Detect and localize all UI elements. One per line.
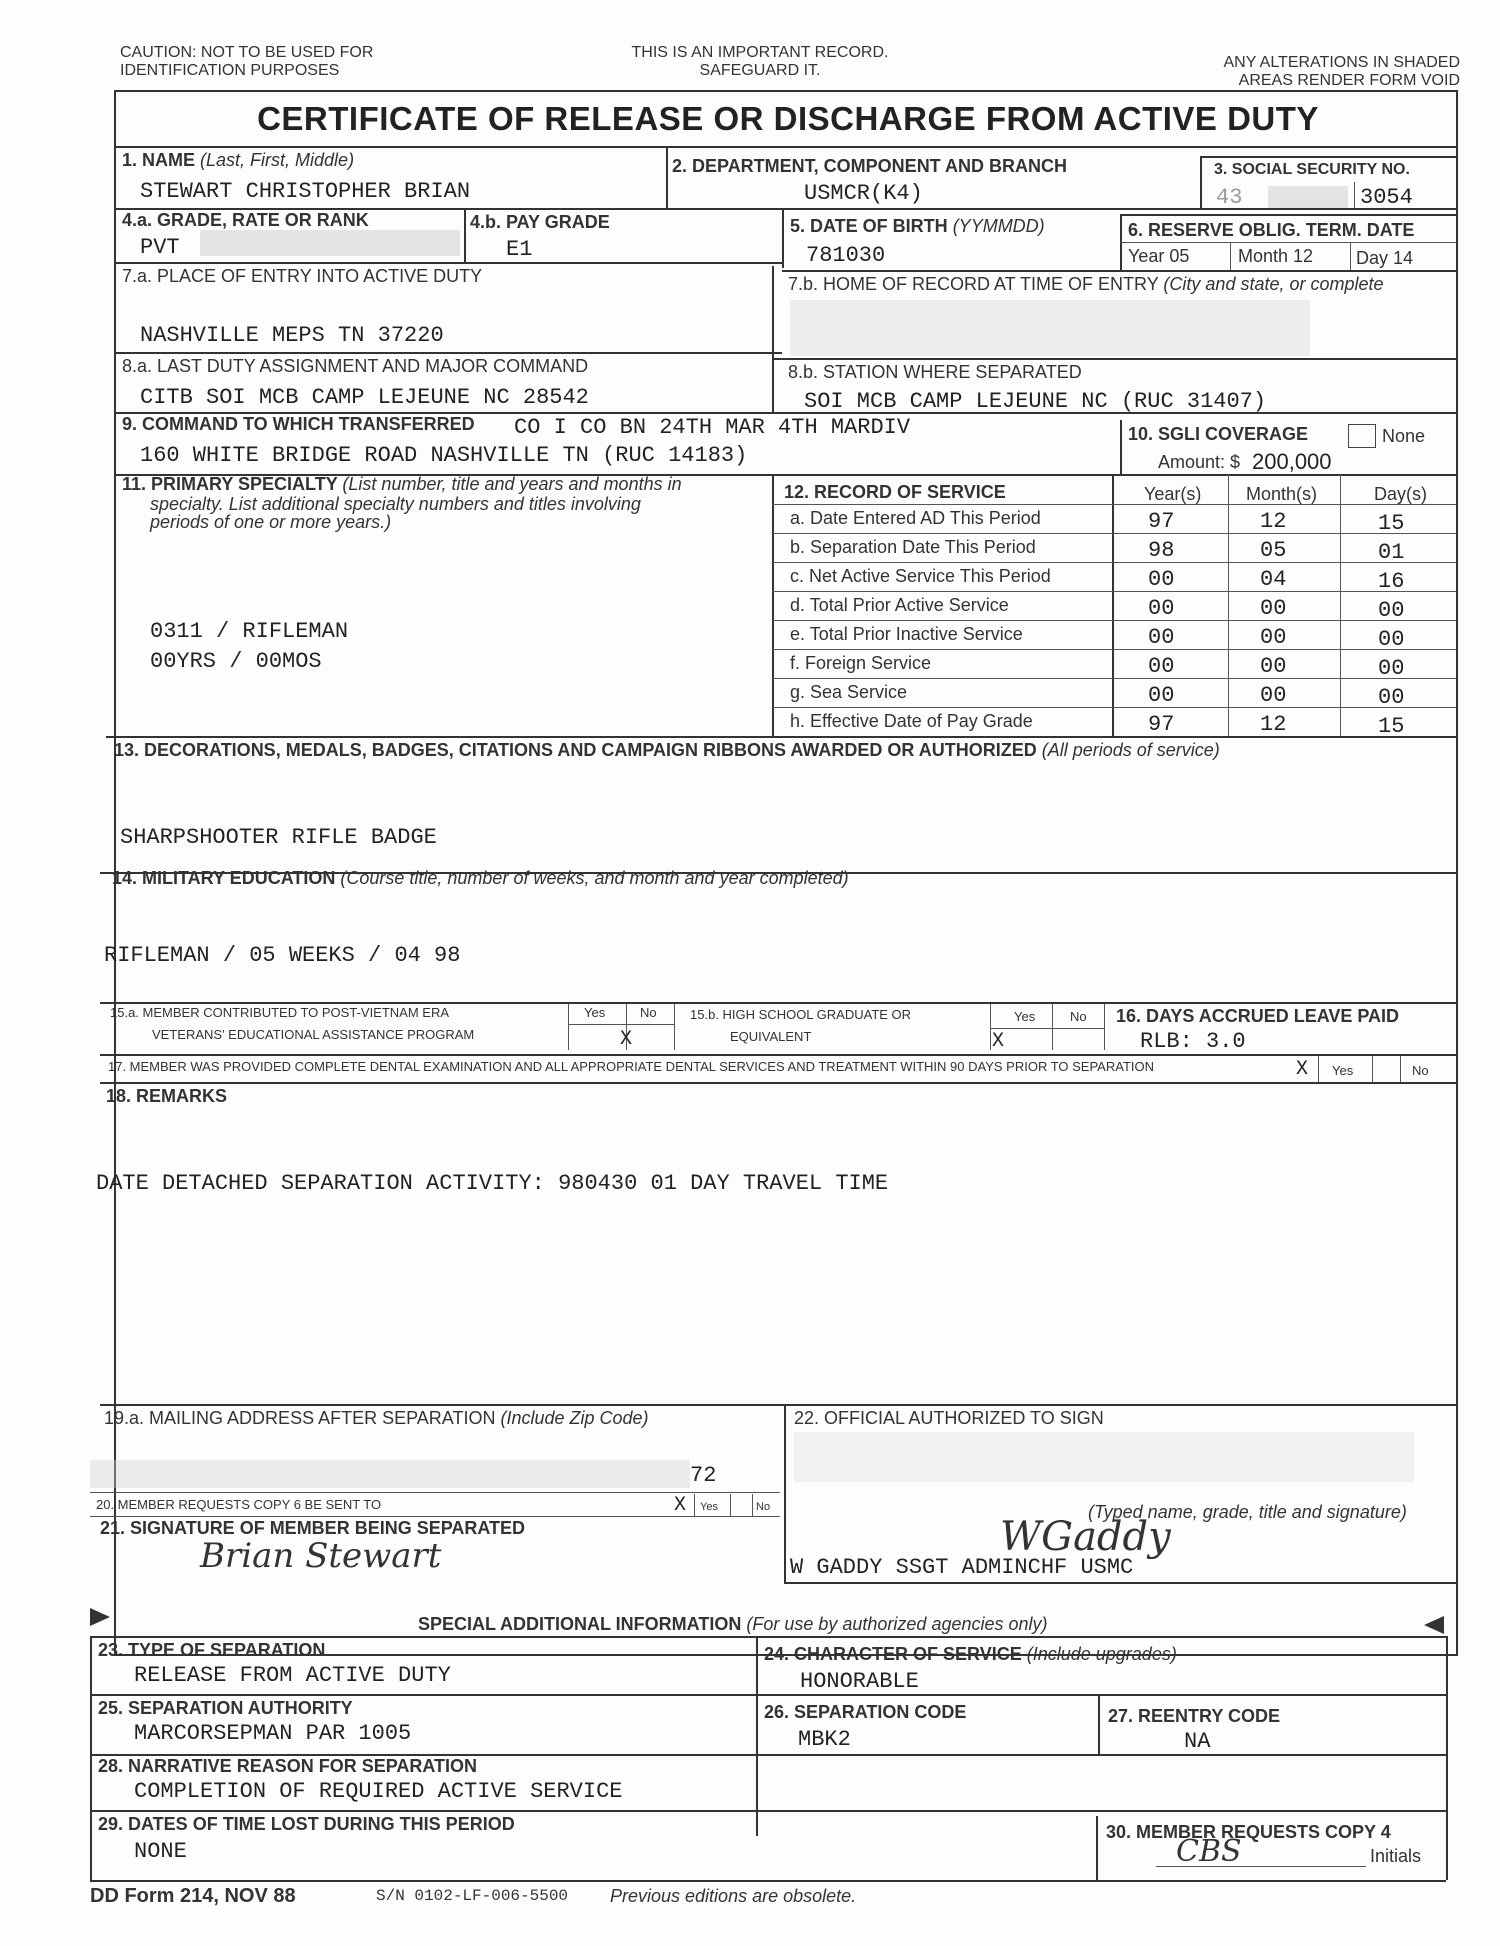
- row-months: 12: [1260, 509, 1287, 534]
- f17-yes-label: Yes: [1332, 1063, 1354, 1078]
- f20-mark[interactable]: X: [674, 1494, 687, 1517]
- f15a-label-2: VETERANS' EDUCATIONAL ASSISTANCE PROGRAM: [152, 1027, 475, 1042]
- f8a-label: 8.a. LAST DUTY ASSIGNMENT AND MAJOR COMMAND: [122, 356, 589, 376]
- row-label: h. Effective Date of Pay Grade: [790, 711, 1033, 731]
- row-years: 00: [1148, 625, 1175, 650]
- f16-label: 16. DAYS ACCRUED LEAVE PAID: [1116, 1006, 1400, 1026]
- f17-no-label: No: [1412, 1063, 1429, 1078]
- f29-label: 29. DATES OF TIME LOST DURING THIS PERIOD: [98, 1814, 515, 1834]
- row-years: 00: [1148, 567, 1175, 592]
- character-value: HONORABLE: [800, 1669, 919, 1694]
- mailing-address-redaction: [90, 1460, 690, 1488]
- row-days: 15: [1378, 714, 1405, 739]
- f20-label: 20. MEMBER REQUESTS COPY 6 BE SENT TO: [96, 1497, 382, 1512]
- row-label: c. Net Active Service This Period: [790, 566, 1051, 586]
- f22-redaction: [794, 1432, 1414, 1482]
- f13-label: 13. DECORATIONS, MEDALS, BADGES, CITATIONS AND CAMPAIGN RIBBONS AWARDED OR AUTHORIZED (All periods of service): [114, 740, 1220, 760]
- separation-type-value: RELEASE FROM ACTIVE DUTY: [134, 1663, 451, 1688]
- f15a-no-label: No: [640, 1005, 657, 1020]
- last-duty-value: CITB SOI MCB CAMP LEJEUNE NC 28542: [140, 385, 589, 410]
- separation-authority-value: MARCORSEPMAN PAR 1005: [134, 1721, 412, 1746]
- official-signature: WGaddy: [1000, 1514, 1171, 1560]
- f27-label: 27. REENTRY CODE: [1108, 1706, 1281, 1726]
- f5-label: 5. DATE OF BIRTH (YYMMDD): [790, 216, 1045, 236]
- sgli-amount-value: 200,000: [1252, 449, 1332, 474]
- f15b-label-2: EQUIVALENT: [730, 1029, 812, 1044]
- f11-hint-3: periods of one or more years.): [150, 512, 392, 532]
- transfer-command-value-1: CO I CO BN 24TH MAR 4TH MARDIV: [514, 415, 911, 440]
- name-value: STEWART CHRISTOPHER BRIAN: [140, 179, 471, 204]
- separation-code-value: MBK2: [798, 1727, 851, 1752]
- row-days: 15: [1378, 511, 1405, 536]
- specialty-value-1: 0311 / RIFLEMAN: [150, 619, 349, 644]
- row-months: 05: [1260, 538, 1287, 563]
- f3-label: 3. SOCIAL SECURITY NO.: [1214, 161, 1410, 178]
- f12-col-months: Month(s): [1246, 484, 1318, 504]
- rank-value: PVT: [140, 235, 180, 260]
- f8b-label: 8.b. STATION WHERE SEPARATED: [788, 362, 1082, 382]
- row-label: a. Date Entered AD This Period: [790, 508, 1041, 528]
- f22-label: 22. OFFICIAL AUTHORIZED TO SIGN: [794, 1408, 1104, 1428]
- row-years: 00: [1148, 654, 1175, 679]
- member-signature: Brian Stewart: [200, 1536, 442, 1576]
- department-value: USMCR(K4): [804, 181, 923, 206]
- reentry-code-value: NA: [1184, 1729, 1211, 1754]
- pay-grade-value: E1: [506, 237, 533, 262]
- narrative-reason-value: COMPLETION OF REQUIRED ACTIVE SERVICE: [134, 1779, 623, 1804]
- sgli-amount-label: Amount: $: [1158, 452, 1241, 472]
- row-months: 00: [1260, 596, 1287, 621]
- row-label: f. Foreign Service: [790, 653, 932, 673]
- row-years: 97: [1148, 509, 1175, 534]
- education-value: RIFLEMAN / 05 WEEKS / 04 98: [104, 943, 461, 968]
- f10-label: 10. SGLI COVERAGE: [1128, 424, 1309, 444]
- arrow-right-icon: [1424, 1616, 1444, 1634]
- transfer-command-value-2: 160 WHITE BRIDGE ROAD NASHVILLE TN (RUC 14183): [140, 443, 748, 468]
- f6-label: 6. RESERVE OBLIG. TERM. DATE: [1128, 220, 1415, 240]
- row-days: 01: [1378, 540, 1405, 565]
- f15a-label-1: 15.a. MEMBER CONTRIBUTED TO POST-VIETNAM ERA: [110, 1005, 450, 1020]
- f2-label: 2. DEPARTMENT, COMPONENT AND BRANCH: [672, 156, 1068, 176]
- f30-label: 30. MEMBER REQUESTS COPY 4: [1106, 1822, 1391, 1842]
- decorations-value: SHARPSHOOTER RIFLE BADGE: [120, 825, 437, 850]
- member-initials: CBS: [1176, 1834, 1242, 1869]
- f30-initials-label: Initials: [1370, 1846, 1422, 1866]
- f20-yes-label: Yes: [700, 1501, 718, 1513]
- form-id: DD Form 214, NOV 88: [90, 1885, 296, 1907]
- time-lost-value: NONE: [134, 1839, 187, 1864]
- f15b-yes-mark[interactable]: X: [992, 1030, 1005, 1053]
- f23-label: 23. TYPE OF SEPARATION: [98, 1640, 326, 1660]
- f17-mark[interactable]: X: [1296, 1058, 1309, 1081]
- ssn-value-b: 3054: [1360, 185, 1413, 210]
- f12-col-days: Day(s): [1374, 484, 1427, 504]
- row-months: 00: [1260, 683, 1287, 708]
- sgli-none-label: None: [1382, 426, 1426, 446]
- row-days: 00: [1378, 598, 1405, 623]
- special-info-label: SPECIAL ADDITIONAL INFORMATION (For use by authorized agencies only): [418, 1614, 1048, 1634]
- f22-hint: (Typed name, grade, title and signature): [1088, 1502, 1407, 1522]
- f11-hint-2: specialty. List additional specialty numbers and titles involving: [150, 494, 641, 514]
- row-label: b. Separation Date This Period: [790, 537, 1036, 557]
- f20-no-label: No: [756, 1501, 771, 1513]
- row-days: 00: [1378, 656, 1405, 681]
- f6-month: Month 12: [1238, 246, 1314, 266]
- f18-label: 18. REMARKS: [106, 1086, 228, 1106]
- row-label: d. Total Prior Active Service: [790, 595, 1009, 615]
- f4a-label: 4.a. GRADE, RATE OR RANK: [122, 210, 369, 230]
- row-years: 00: [1148, 596, 1175, 621]
- f21-label: 21. SIGNATURE OF MEMBER BEING SEPARATED: [100, 1518, 526, 1538]
- stock-number: S/N 0102-LF-006-5500: [376, 1887, 569, 1905]
- row-months: 00: [1260, 625, 1287, 650]
- row-months: 04: [1260, 567, 1287, 592]
- official-typed-name: W GADDY SSGT ADMINCHF USMC: [790, 1555, 1134, 1580]
- f6-day: Day 14: [1356, 248, 1414, 268]
- f26-label: 26. SEPARATION CODE: [764, 1702, 967, 1722]
- arrow-left-icon: [90, 1608, 110, 1626]
- entry-place-value: NASHVILLE MEPS TN 37220: [140, 323, 444, 348]
- remarks-value: DATE DETACHED SEPARATION ACTIVITY: 980430 01 DAY TRAVEL TIME: [96, 1171, 889, 1196]
- specialty-value-2: 00YRS / 00MOS: [150, 649, 322, 674]
- f12-label: 12. RECORD OF SERVICE: [784, 482, 1006, 502]
- f19a-label: 19.a. MAILING ADDRESS AFTER SEPARATION (Include Zip Code): [104, 1408, 649, 1428]
- leave-paid-value: RLB: 3.0: [1140, 1029, 1246, 1054]
- f24-label: 24. CHARACTER OF SERVICE (Include upgrades): [764, 1644, 1177, 1664]
- alterations-notice: ANY ALTERATIONS IN SHADED AREAS RENDER FORM VOID: [1223, 54, 1460, 89]
- dob-value: 781030: [806, 243, 886, 268]
- row-label: e. Total Prior Inactive Service: [790, 624, 1023, 644]
- f15b-no-label: No: [1070, 1009, 1087, 1024]
- row-label: g. Sea Service: [790, 682, 908, 702]
- f28-label: 28. NARRATIVE REASON FOR SEPARATION: [98, 1756, 478, 1776]
- f17-label: 17. MEMBER WAS PROVIDED COMPLETE DENTAL EXAMINATION AND ALL APPROPRIATE DENTAL SERVICES AND TREATMENT WITHIN 90 DAYS PRIOR TO SEPARATION: [108, 1059, 1154, 1074]
- important-record-notice: THIS IS AN IMPORTANT RECORD. SAFEGUARD IT.: [631, 44, 889, 79]
- sgli-none-checkbox[interactable]: [1348, 424, 1376, 448]
- ssn-value-a: 43: [1216, 185, 1243, 210]
- obsolete-note: Previous editions are obsolete.: [610, 1886, 857, 1906]
- caution-notice: CAUTION: NOT TO BE USED FOR IDENTIFICATION PURPOSES: [120, 44, 374, 79]
- row-years: 98: [1148, 538, 1175, 563]
- f9-label: 9. COMMAND TO WHICH TRANSFERRED: [122, 414, 475, 434]
- row-months: 12: [1260, 712, 1287, 737]
- f1-label: 1. NAME (Last, First, Middle): [122, 150, 355, 170]
- f25-label: 25. SEPARATION AUTHORITY: [98, 1698, 353, 1718]
- rank-shading: [200, 230, 460, 256]
- ssn-redaction: [1268, 186, 1348, 208]
- f4b-label: 4.b. PAY GRADE: [470, 212, 610, 232]
- f15b-yes-label: Yes: [1014, 1009, 1036, 1024]
- home-record-redaction: [790, 300, 1310, 356]
- row-years: 97: [1148, 712, 1175, 737]
- form-title: CERTIFICATE OF RELEASE OR DISCHARGE FROM ACTIVE DUTY: [257, 100, 1319, 137]
- row-days: 16: [1378, 569, 1405, 594]
- f6-year: Year 05: [1128, 246, 1190, 266]
- separation-station-value: SOI MCB CAMP LEJEUNE NC (RUC 31407): [804, 389, 1267, 414]
- row-days: 00: [1378, 627, 1405, 652]
- mailing-address-value-tail: 72: [690, 1463, 717, 1488]
- row-months: 00: [1260, 654, 1287, 679]
- f15b-label-1: 15.b. HIGH SCHOOL GRADUATE OR: [690, 1007, 912, 1022]
- row-days: 00: [1378, 685, 1405, 710]
- row-years: 00: [1148, 683, 1175, 708]
- f11-label: 11. PRIMARY SPECIALTY (List number, title and years and months in: [122, 474, 682, 494]
- f12-col-years: Year(s): [1144, 484, 1202, 504]
- f15a-yes-label: Yes: [584, 1005, 606, 1020]
- f7a-label: 7.a. PLACE OF ENTRY INTO ACTIVE DUTY: [122, 266, 483, 286]
- f7b-label: 7.b. HOME OF RECORD AT TIME OF ENTRY (City and state, or complete: [788, 274, 1384, 294]
- f15a-no-mark[interactable]: X: [620, 1028, 633, 1051]
- f14-label: 14. MILITARY EDUCATION (Course title, number of weeks, and month and year completed): [112, 868, 849, 888]
